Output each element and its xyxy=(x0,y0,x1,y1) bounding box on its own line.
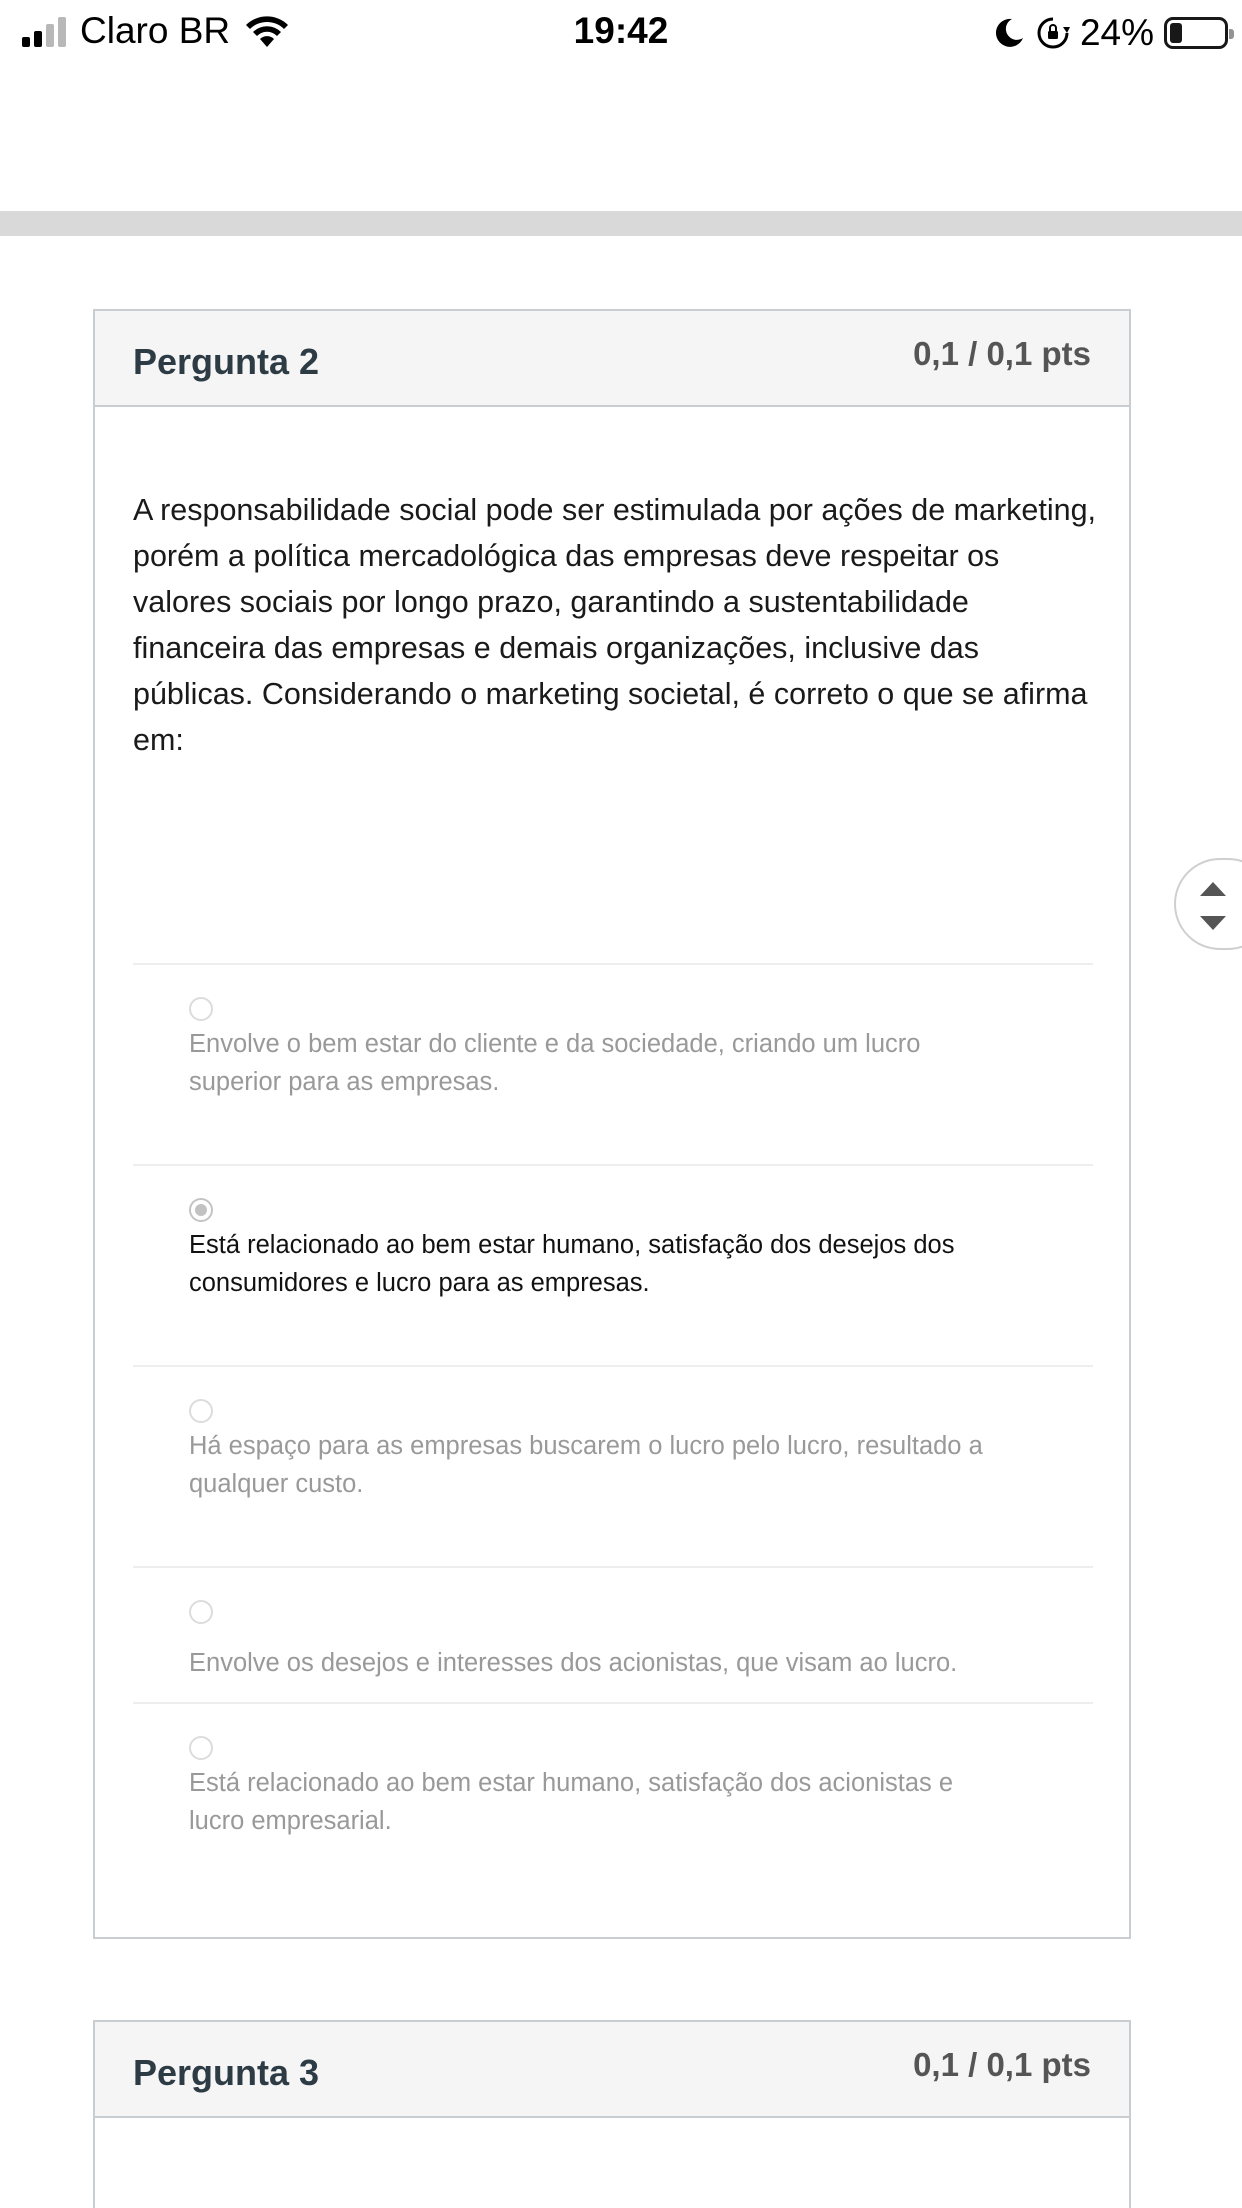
answer-option[interactable] xyxy=(133,963,1093,1164)
answer-text: Envolve o bem estar do cliente e da sociedade, criando um lucro superior para as empresas. xyxy=(189,1030,921,1096)
question-points: 0,1 / 0,1 pts xyxy=(913,2046,1091,2083)
do-not-disturb-moon-icon xyxy=(992,16,1026,50)
question-text: A responsabilidade social pode ser estimulada por ações de marketing, porém a política mercadológica das empresas deve respeitar os valores sociais por longo prazo, garantindo a sustentabilidade financeira das empresas e demais organizações, inclusive das públicas. Considerando o marketing societal, é correto o que se afirma em: xyxy=(133,493,1097,757)
question-points: 0,1 / 0,1 pts xyxy=(913,335,1091,372)
answer-option[interactable] xyxy=(133,1566,1093,1702)
status-bar xyxy=(0,0,1242,62)
answer-text: Está relacionado ao bem estar humano, satisfação dos acionistas e lucro empresarial. xyxy=(189,1769,954,1835)
rotation-lock-icon xyxy=(1036,16,1070,50)
battery-icon xyxy=(1164,17,1228,49)
answer-radio[interactable] xyxy=(189,1399,213,1423)
question-title: Pergunta 3 xyxy=(133,2052,320,2093)
clock: 19:42 xyxy=(573,10,669,51)
answer-option-selected[interactable] xyxy=(133,1164,1093,1365)
scroll-up-arrow-icon[interactable] xyxy=(1200,882,1226,896)
scroll-down-arrow-icon[interactable] xyxy=(1200,916,1226,930)
question-header xyxy=(95,311,1129,407)
answer-text: Há espaço para as empresas buscarem o lucro pelo lucro, resultado a qualquer custo. xyxy=(189,1432,983,1498)
battery-percentage: 24% xyxy=(1079,12,1154,53)
answer-text: Está relacionado ao bem estar humano, satisfação dos desejos dos consumidores e lucro para as empresas. xyxy=(189,1231,955,1297)
carrier-name: Claro BR xyxy=(80,10,231,51)
question-header xyxy=(95,2022,1129,2118)
answer-radio-selected[interactable] xyxy=(189,1198,213,1222)
answer-radio[interactable] xyxy=(189,1736,213,1760)
answer-text: Envolve os desejos e interesses dos acionistas, que visam ao lucro. xyxy=(189,1649,958,1677)
answer-radio[interactable] xyxy=(189,1600,213,1624)
question-card xyxy=(93,309,1131,1939)
question-title: Pergunta 2 xyxy=(133,341,320,382)
header-divider-band xyxy=(0,211,1242,236)
question-card xyxy=(93,2020,1131,2208)
answer-radio[interactable] xyxy=(189,997,213,1021)
answer-option[interactable] xyxy=(133,1702,1093,1862)
answer-option[interactable] xyxy=(133,1365,1093,1566)
answer-list xyxy=(133,963,1093,1862)
scroll-navigation-control[interactable] xyxy=(1174,858,1242,950)
